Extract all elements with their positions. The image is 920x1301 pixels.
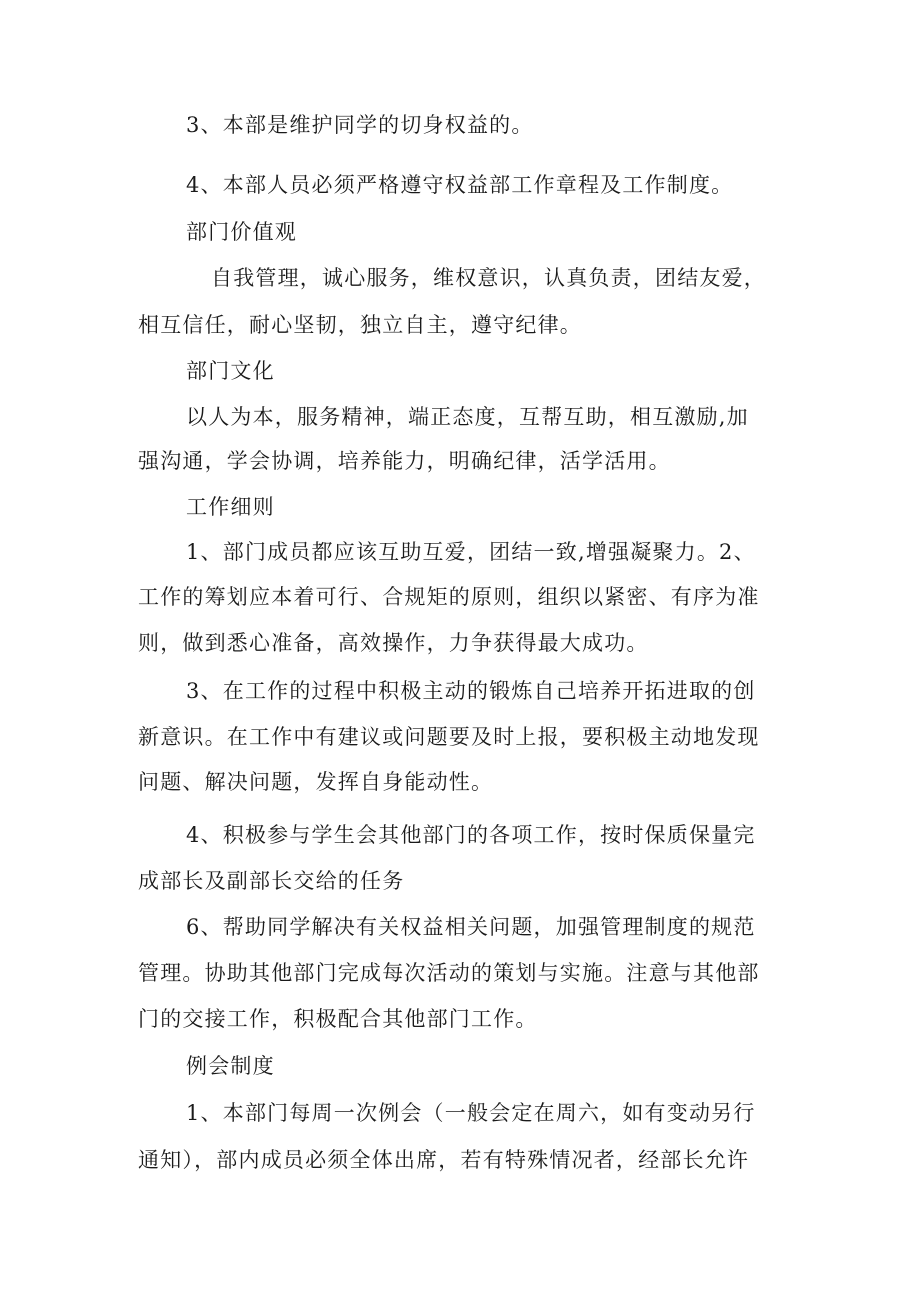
paragraph-line: 自我管理，诚心服务，维权意识，认真负责，团结友爱，: [211, 266, 766, 290]
paragraph-line: 以人为本，服务精神，端正态度，互帮互助，相互激励,加: [186, 405, 749, 429]
paragraph-line: 6、帮助同学解决有关权益相关问题，加强管理制度的规范: [186, 915, 756, 939]
section-heading: 例会制度: [186, 1054, 275, 1078]
paragraph-line: 通知），部内成员必须全体出席，若有特殊情况者，经部长允许: [138, 1148, 750, 1172]
paragraph-line: 4、本部人员必须严格遵守权益部工作章程及工作制度。: [186, 173, 734, 197]
paragraph-line: 门的交接工作，积极配合其他部门工作。: [138, 1007, 538, 1031]
paragraph-line: 强沟通，学会协调，培养能力，明确纪律，活学活用。: [138, 449, 671, 473]
section-heading: 工作细则: [186, 495, 275, 519]
section-heading: 部门价值观: [186, 220, 297, 244]
paragraph-line: 4、积极参与学生会其他部门的各项工作，按时保质保量完: [186, 823, 756, 847]
paragraph-line: 3、在工作的过程中积极主动的锻炼自己培养开拓进取的创: [186, 679, 756, 703]
paragraph-line: 则，做到悉心准备，高效操作，力争获得最大成功。: [138, 631, 649, 655]
paragraph-line: 新意识。在工作中有建议或问题要及时上报，要积极主动地发现: [138, 725, 760, 749]
paragraph-line: 相互信任，耐心坚韧，独立自主，遵守纪律。: [138, 313, 582, 337]
paragraph-line: 成部长及副部长交给的任务: [138, 869, 405, 893]
paragraph-line: 1、部门成员都应该互助互爱，团结一致,增强凝聚力。2、: [186, 540, 756, 564]
paragraph-line: 工作的筹划应本着可行、合规矩的原则，组织以紧密、有序为准: [138, 585, 760, 609]
paragraph-line: 管理。协助其他部门完成每次活动的策划与实施。注意与其他部: [138, 961, 760, 985]
paragraph-line: 1、本部门每周一次例会（一般会定在周六，如有变动另行: [186, 1101, 756, 1125]
paragraph-line: 问题、解决问题，发挥自身能动性。: [138, 770, 494, 794]
section-heading: 部门文化: [186, 359, 275, 383]
paragraph-line: 3、本部是维护同学的切身权益的。: [186, 113, 534, 137]
